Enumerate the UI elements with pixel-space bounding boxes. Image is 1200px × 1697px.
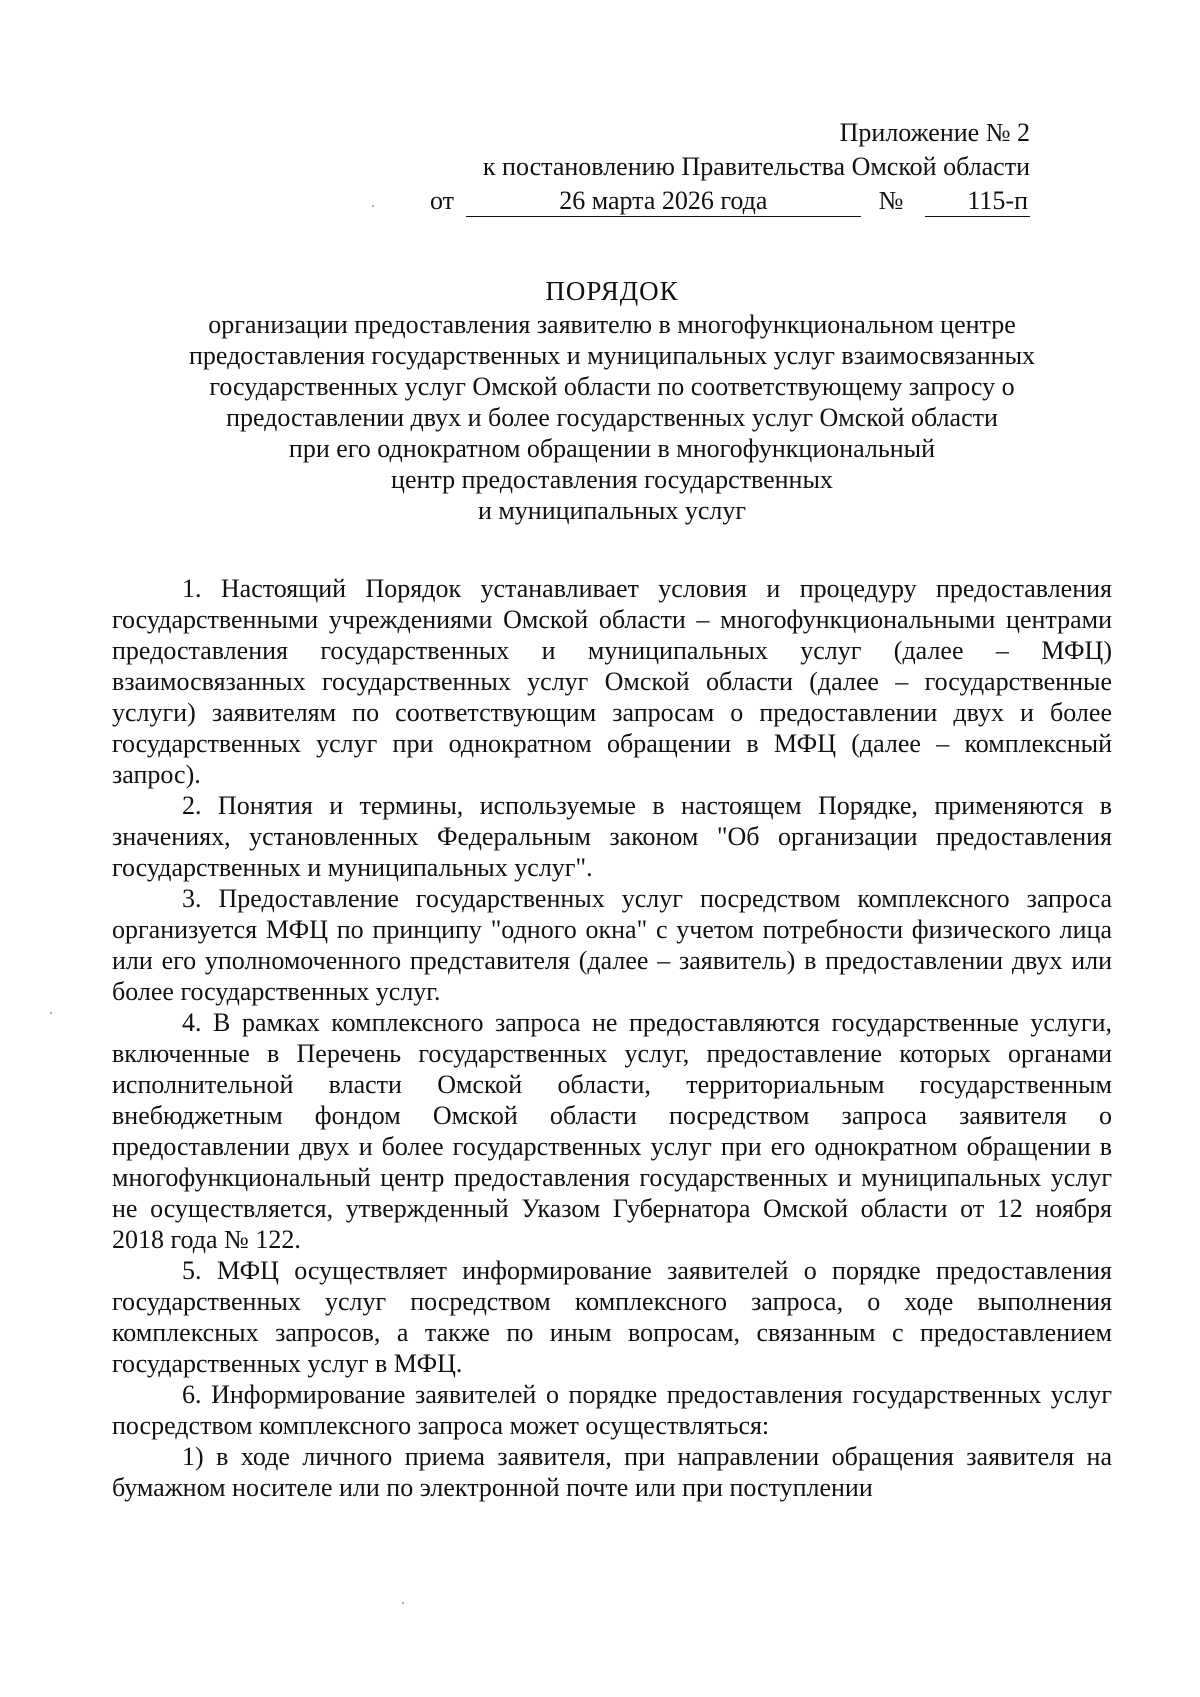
title-line: организации предоставления заявителю в многофункциональном центре [208,310,1016,339]
resolution-date: 26 марта 2026 года [466,186,861,217]
date-number-line [430,184,1030,218]
scan-speck [372,205,374,207]
appendix-header [430,116,1030,218]
paragraph-6: 6. Информирование заявителей о порядке предоставления государственных услуг посредством комплексного запроса может осуществляться: [112,1380,1112,1440]
title-line: и муниципальных услуг [477,496,747,525]
title-line: предоставления государственных и муниципальных услуг взаимосвязанных [188,341,1036,370]
paragraph-5: 5. МФЦ осуществляет информирование заявителей о порядке предоставления государственных услуг посредством комплексного запроса, о ходе выполнения комплексных запросов, а также по иным вопросам, связанным с предоставлением государственных услуг в МФЦ. [112,1256,1112,1378]
scan-speck [402,1602,404,1604]
paragraph-3: 3. Предоставление государственных услуг посредством комплексного запроса организуется МФЦ по принципу "одного окна" с учетом потребности физического лица или его уполномоченного представителя (далее – заявитель) в предоставлении двух или более государственных услуг. [112,884,1112,1006]
title-line: предоставлении двух и более государственных услуг Омской области [226,403,998,432]
paragraph-6-item-1: 1) в ходе личного приема заявителя, при направлении обращения заявителя на бумажном носителе или по электронной почте или при поступлении [112,1442,1112,1502]
title-line: при его однократном обращении в многофункциональный [288,434,936,463]
paragraph-1: 1. Настоящий Порядок устанавливает условия и процедуру предоставления государственными учреждениями Омской области – многофункциональными центрами предоставления государственных и муниципальных услуг (далее – МФЦ) взаимосвязанных государственных услуг Омской области (далее – государственные услуги) заявителям по соответствующим запросам о предоставлении двух и более государственных услуг при однократном обращении в МФЦ (далее – комплексный запрос). [112,574,1112,789]
title-heading: ПОРЯДОК [545,276,679,306]
document-title [112,276,1112,526]
appendix-label: Приложение № 2 [839,118,1030,147]
paragraph-4: 4. В рамках комплексного запроса не предоставляются государственные услуги, включенные в Перечень государственных услуг, предоставление которых органами исполнительной власти Омской области, территориальным государственным внебюджетным фондом Омской области посредством запроса заявителя о предоставлении двух и более государственных услуг при его однократном обращении в многофункциональный центр предоставления государственных и муниципальных услуг не осуществляется, утвержденный Указом Губернатора Омской области от 12 ноября 2018 года № 122. [112,1008,1112,1254]
scan-speck [50,1012,52,1014]
from-label: от [430,186,455,215]
title-line: центр предоставления государственных [391,465,833,494]
resolution-number: 115-п [925,186,1030,217]
number-sign: № [878,186,904,215]
title-line: государственных услуг Омской области по соответствующему запросу о [209,372,1015,401]
resolution-label: к постановлению Правительства Омской области [482,152,1030,181]
document-body [112,573,1112,1503]
paragraph-2: 2. Понятия и термины, используемые в настоящем Порядке, применяются в значениях, установленных Федеральным законом "Об организации предоставления государственных и муниципальных услуг". [112,791,1112,882]
